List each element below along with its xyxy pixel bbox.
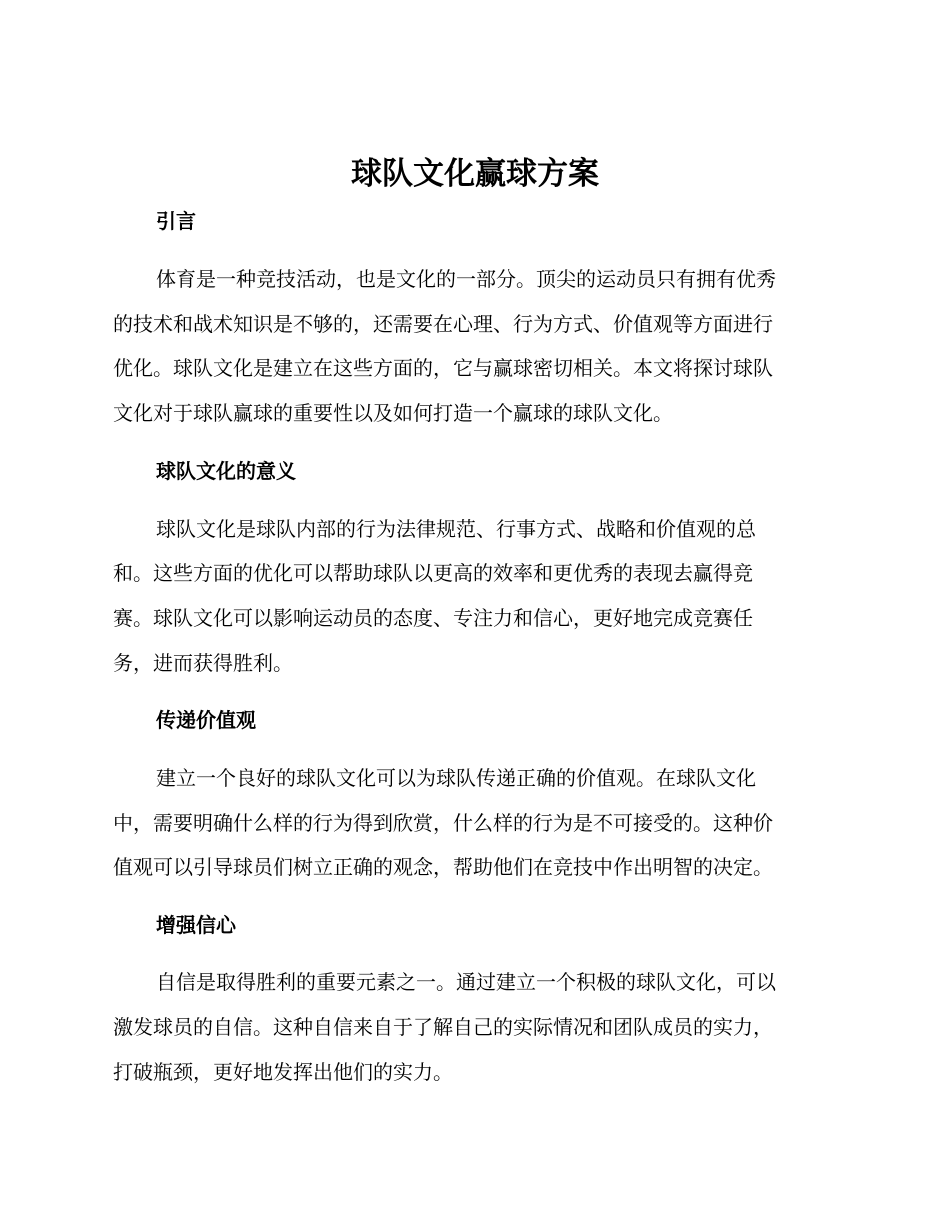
paragraph-line: 赛。球队文化可以影响运动员的态度、专注力和信心，更好地完成竞赛任 bbox=[113, 606, 753, 630]
paragraph-line: 体育是一种竞技活动，也是文化的一部分。顶尖的运动员只有拥有优秀 bbox=[156, 267, 776, 291]
section-heading: 引言 bbox=[156, 209, 196, 233]
paragraph-line: 的技术和战术知识是不够的，还需要在心理、行为方式、价值观等方面进行 bbox=[113, 312, 773, 336]
section-heading: 传递价值观 bbox=[156, 708, 256, 732]
paragraph-line: 和。这些方面的优化可以帮助球队以更高的效率和更优秀的表现去赢得竞 bbox=[113, 561, 753, 585]
document-title: 球队文化赢球方案 bbox=[351, 156, 599, 192]
paragraph-line: 打破瓶颈，更好地发挥出他们的实力。 bbox=[113, 1060, 453, 1084]
paragraph-line: 务，进而获得胜利。 bbox=[113, 651, 293, 675]
paragraph-line: 文化对于球队赢球的重要性以及如何打造一个赢球的球队文化。 bbox=[113, 401, 673, 425]
paragraph-line: 球队文化是球队内部的行为法律规范、行事方式、战略和价值观的总 bbox=[156, 517, 756, 541]
paragraph-line: 建立一个良好的球队文化可以为球队传递正确的价值观。在球队文化 bbox=[156, 766, 756, 790]
section-heading: 球队文化的意义 bbox=[156, 459, 296, 483]
paragraph-line: 激发球员的自信。这种自信来自于了解自己的实际情况和团队成员的实力， bbox=[113, 1015, 773, 1039]
paragraph-line: 自信是取得胜利的重要元素之一。通过建立一个积极的球队文化，可以 bbox=[156, 970, 776, 994]
paragraph-line: 优化。球队文化是建立在这些方面的，它与赢球密切相关。本文将探讨球队 bbox=[113, 356, 773, 380]
paragraph-line: 中，需要明确什么样的行为得到欣赏，什么样的行为是不可接受的。这种价 bbox=[113, 811, 773, 835]
section-heading: 增强信心 bbox=[156, 913, 236, 937]
paragraph-line: 值观可以引导球员们树立正确的观念，帮助他们在竞技中作出明智的决定。 bbox=[113, 855, 773, 879]
